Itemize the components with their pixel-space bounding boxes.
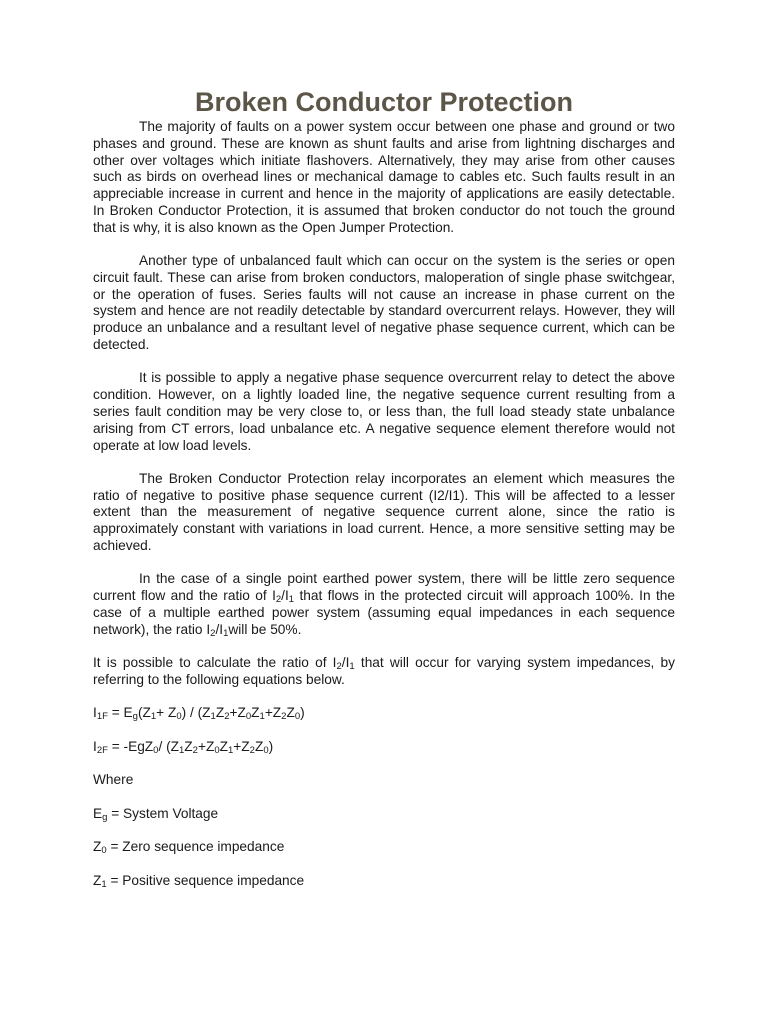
paragraph-series-faults: Another type of unbalanced fault which can occur on the system is the series or open circuit fault. These can arise from broken conductors, maloperation of single phase switchgear, or the operation of fuses. Series faults will not cause an increase in phase current on the system and hence are not readily detectable by standard overcurrent relays. However, they will produce an unbalance and a resultant level of negative phase sequence current, which can be detected. [93,253,675,353]
paragraph-earthed-system: In the case of a single point earthed power system, there will be little zero sequence current flow and the ratio of $I_2/I_1$ that flows in the protected circuit will approach 100%. In the case of a multiple earthed power system (assuming equal impedances in each sequence network), the ratio $I_2/I_1will$ be 50%. [93,571,675,639]
paragraph-ratio-element: The Broken Conductor Protection relay incorporates an element which measures the ratio of negative to positive phase sequence current (I2/I1). This will be affected to a lesser extent than the measurement of negative sequence current alone, since the ratio is approximately constant with variations in load current. Hence, a more sensitive setting may be achieved. [93,470,675,554]
equation-i2f: $I_{2F} = -EgZ_0/$ $(Z_1Z_2+Z_0Z_1+Z_2Z_0)$ [93,738,274,756]
paragraph-nps-relay: It is possible to apply a negative phase sequence overcurrent relay to detect the above condition. However, on a lightly loaded line, the negative sequence current resulting from a series fault condition may be very close to, or less than, the full load steady state unbalance arising from CT errors, load unbalance etc. A negative sequence element therefore would not operate at low load levels. [93,370,675,453]
paragraph-shunt-faults: The majority of faults on a power system occur between one phase and ground or two phases and ground. These are known as shunt faults and arise from lightning discharges and other over voltages which initiate flashovers. Alternatively, they may arise from other causes such as birds on overhead lines or mechanical damage to cables etc. Such faults result in an appreciable increase in current and hence in the majority of applications are easily detectable. In Broken Conductor Protection, it is assumed that broken conductor do not touch the ground that is why, it is also known as the Open Jumper Protection. [93,119,675,235]
definition-z0: $Z_0$ = Zero sequence impedance [93,839,285,857]
equation-i1f: $I_{1F} = E_g(Z_1+ Z_0) / (Z_1Z_2+Z_0Z_1+Z_2Z_0)$ [93,705,305,723]
paragraph-calculate-ratio: It is possible to calculate the ratio of $I_2/I_1$ that will occur for varying system impedances, by referring to the following equations below. [93,655,675,687]
definition-z1: $Z_1$ = Positive sequence impedance [93,873,305,891]
page-title: Broken Conductor Protection [194,87,573,117]
document-page [93,84,675,907]
where-label: Where [93,772,134,788]
definition-eg: $E_g$ = System Voltage [93,805,219,823]
